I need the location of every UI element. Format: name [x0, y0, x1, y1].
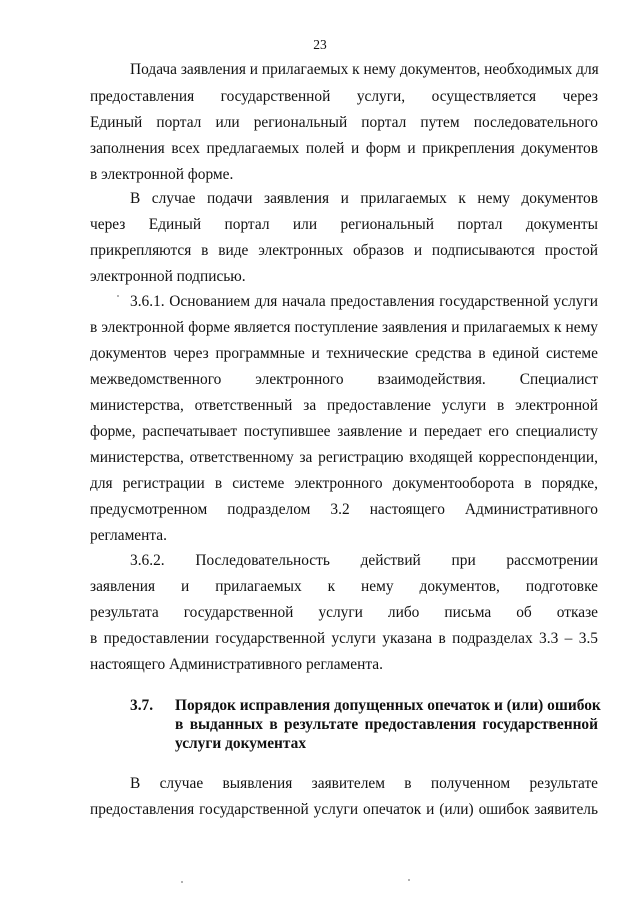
text-line: 3.6.1. Основанием для начала предоставления государственной услуги: [130, 293, 598, 310]
text-line: через Единый портал или региональный портал документы: [90, 216, 598, 233]
text-line: электронной подписью.: [90, 268, 246, 285]
scan-speck: [117, 295, 119, 297]
text-line: предоставления государственной услуги, осуществляется через: [90, 88, 598, 105]
text-line: документов через программные и технические средства в единой системе: [90, 345, 598, 362]
text-line: предоставления государственной услуги опечаток и (или) ошибок заявитель: [90, 801, 598, 818]
text-line: заявления и прилагаемых к нему документов, подготовке: [90, 578, 598, 595]
section-number: 3.7.: [130, 697, 154, 714]
scan-speck: [181, 881, 183, 883]
text-line: в электронной форме является поступление заявления и прилагаемых к нему: [90, 319, 598, 336]
text-line: Единый портал или региональный портал путем последовательного: [90, 114, 598, 131]
text-line: в предоставлении государственной услуги указана в подразделах 3.3 – 3.5: [90, 630, 598, 647]
text-line: результата государственной услуги либо письма об отказе: [90, 604, 598, 621]
page-number: 23: [313, 37, 327, 52]
section-title-line: в выданных в результате предоставления государственной: [175, 716, 598, 733]
text-line: министерства, ответственному за регистрацию входящей корреспонденции,: [90, 449, 598, 466]
text-line: форме, распечатывает поступившее заявление и передает его специалисту: [90, 423, 598, 440]
text-line: В случае подачи заявления и прилагаемых к нему документов: [130, 190, 598, 207]
section-title-line: Порядок исправления допущенных опечаток и (или) ошибок: [175, 697, 601, 714]
text-line: предусмотренном подразделом 3.2 настоящего Административного: [90, 501, 598, 518]
text-line: для регистрации в системе электронного документооборота в порядке,: [90, 475, 598, 492]
text-line: регламента.: [90, 527, 167, 544]
text-line: 3.6.2. Последовательность действий при рассмотрении: [130, 552, 598, 569]
text-line: в электронной форме.: [90, 166, 234, 183]
scan-speck: [408, 879, 410, 881]
text-line: заполнения всех предлагаемых полей и форм и прикрепления документов: [90, 140, 598, 157]
text-line: межведомственного электронного взаимодействия. Специалист: [90, 371, 598, 388]
text-line: прикрепляются в виде электронных образов и подписываются простой: [90, 242, 598, 259]
text-line: министерства, ответственный за предоставление услуги в электронной: [90, 397, 598, 414]
text-line: настоящего Административного регламента.: [90, 656, 383, 673]
section-title-line: услуги документах: [175, 735, 307, 752]
text-line: В случае выявления заявителем в полученном результате: [130, 775, 598, 792]
text-line: Подача заявления и прилагаемых к нему документов, необходимых для: [130, 61, 599, 78]
